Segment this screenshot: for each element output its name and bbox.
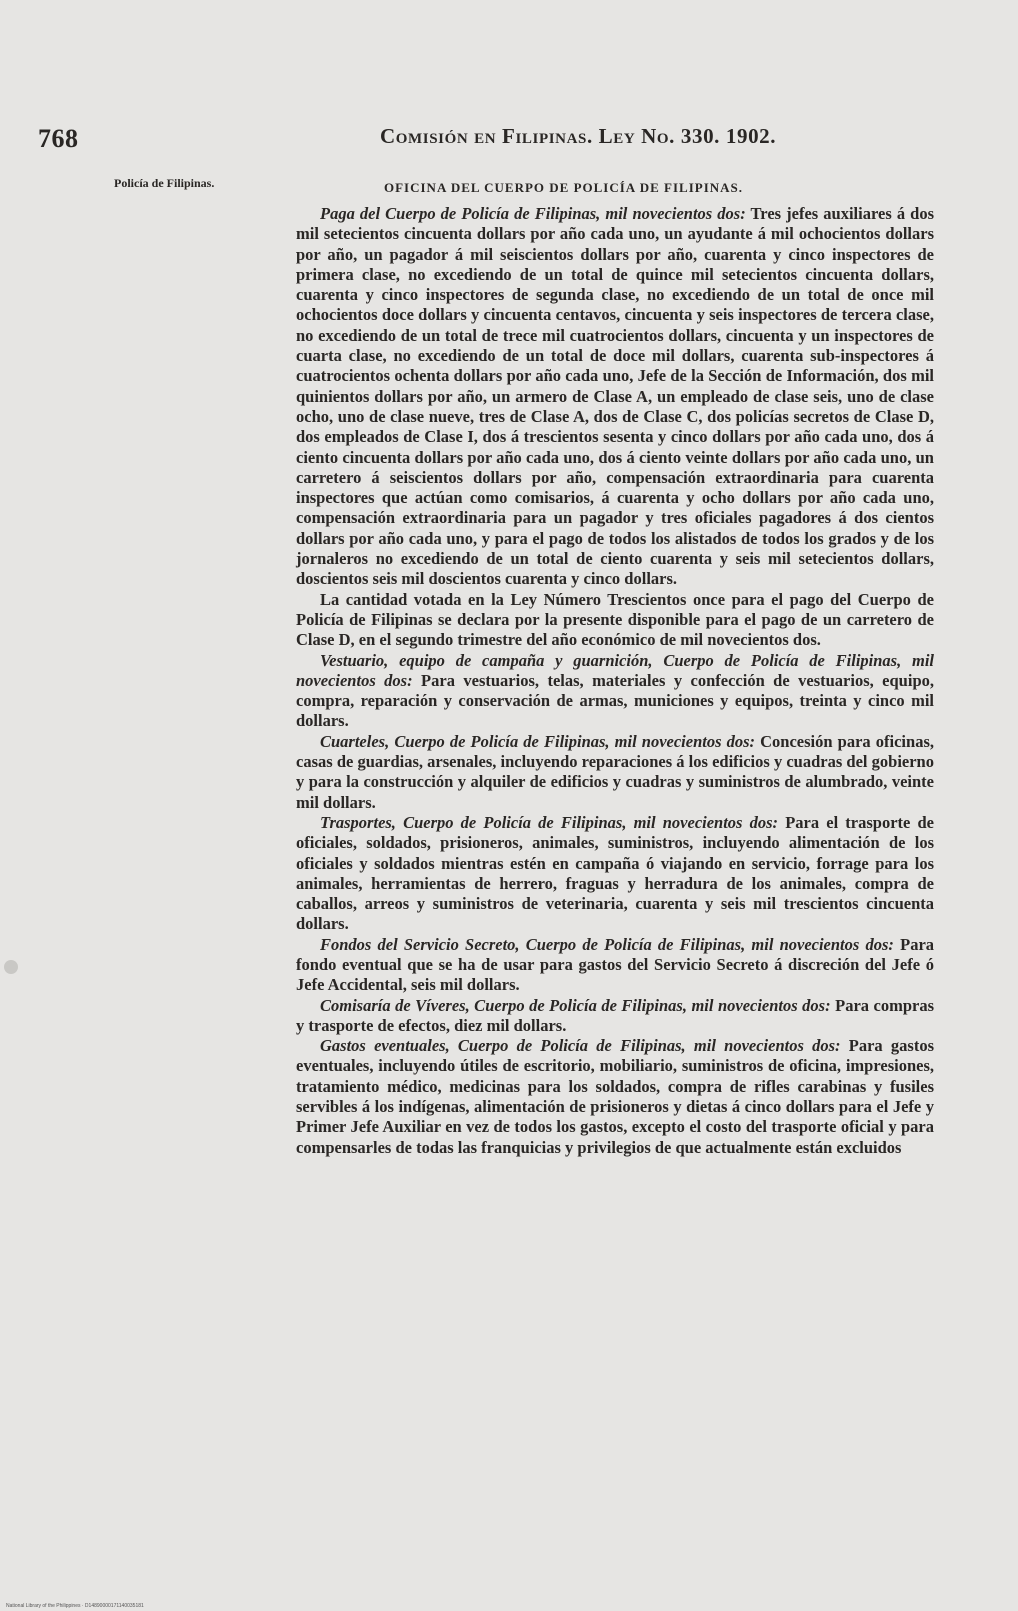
paragraph-carretero [296,590,934,651]
paragraph-text: La cantidad votada en la Ley Número Trescientos once para el pago del Cuerpo de Policía de Filipinas se declara por la presente disponible para el pago de un carretero de Clase D, en el segundo trimestre del año económico de mil novecientos dos. [296,589,934,650]
paragraph-vestuario [296,651,934,732]
body-text [296,204,934,1158]
scan-credit: National Library of the Philippines · D14890000171140035181 [6,1603,144,1609]
running-head: Comisión en Filipinas. Ley No. 330. 1902. [380,124,777,148]
paragraph-text: Para fondo eventual que se ha de usar para gastos del Servicio Secreto á discreción del Jefe ó Jefe Accidental, seis mil dollars. [296,934,935,995]
page-number: 768 [38,124,79,153]
paragraph-cuarteles [296,732,934,813]
paragraph-text: Para gastos eventuales, incluyendo útiles de escritorio, mobiliario, suministros de oficina, impresiones, tratamiento médico, medicinas para los soldados, compra de rifles carabinas y fusiles servibles á los indígenas, alimentación de prisioneros y dietas á cinco dollars para el Jefe y Primer Jefe Auxiliar en vez de todos los gastos, excepto el costo del trasporte oficial y para compensarles de todas las franquicias y privilegios de que actualmente están excluidos [296,1036,935,1157]
paragraph-heading: Cuarteles, Cuerpo de Policía de Filipinas, mil novecientos dos: [320,731,756,751]
paragraph-heading: Gastos eventuales, Cuerpo de Policía de Filipinas, mil novecientos dos: [320,1036,841,1056]
paragraph-trasportes [296,813,934,935]
paragraph-comisaria [296,996,934,1037]
paragraph-text: Concesión para oficinas, casas de guardias, arsenales, incluyendo reparaciones á los edificios y cuadras del gobierno y para la construcción y alquiler de edificios y cuadras y suministros de alumbrado, veinte mil dollars. [296,731,934,812]
paper-smudge [4,960,18,974]
paragraph-heading: Trasportes, Cuerpo de Policía de Filipinas, mil novecientos dos: [320,812,779,832]
margin-note: Policía de Filipinas. [114,176,215,190]
paragraph-heading: Vestuario, equipo de campaña y guarnición, Cuerpo de Policía de Filipinas, mil novecientos dos: [296,650,934,690]
paragraph-heading: Paga del Cuerpo de Policía de Filipinas, mil novecientos dos: [320,204,746,223]
paragraph-text: Para el trasporte de oficiales, soldados, prisioneros, animales, suministros, incluyendo alimentación de los oficiales y soldados mientras estén en campaña ó viajando en servicio, forrage para los animales, herramientas de herrero, fraguas y herradura de los animales, compra de caballos, arreos y suministros de veterinaria, cuarenta y seis mil trescientos cincuenta dollars. [296,812,935,934]
paragraph-heading: Comisaría de Víveres, Cuerpo de Policía de Filipinas, mil novecientos dos: [320,995,831,1015]
paragraph-heading: Fondos del Servicio Secreto, Cuerpo de Policía de Filipinas, mil novecientos dos: [320,934,894,954]
paragraph-text: Tres jefes auxiliares á dos mil setecientos cincuenta dollars por año cada uno, un ayudante á mil ochocientos dollars por año, un pagador á mil seiscientos dollars por año, cuarenta y cinco inspectores de primera clase, no excediendo de un total de quince mil setecientos cincuenta dollars, cuarenta y cinco inspectores de segunda clase, no excediendo de un total de once mil ochocientos doce dollars y cincuenta centavos, cincuenta y seis inspectores de tercera clase, no excediendo de un total de trece mil cuatrocientos dollars, cincuenta y un inspectores de cuarta clase, no excediendo de un total de doce mil dollars, cuarenta sub-inspectores á cuatrocientos ochenta dollars por año cada uno, Jefe de la Sección de Información, dos mil quinientos dollars por año, un armero de Clase A, un empleado de clase seis, uno de clase ocho, uno de clase nueve, tres de Clase A, dos de Clase C, dos policías secretos de Clase D, dos empleados de Clase I, dos á trescientos sesenta y cinco dollars por año cada uno, dos á ciento cincuenta dollars por año cada uno, dos á ciento veinte dollars por año cada uno, un carretero á seiscientos dollars por año, compensación extraordinaria para cuarenta inspectores que actúan como comisarios, á cuarenta y ocho dollars por año cada uno, compensación extraordinaria para un pagador y tres oficiales pagadores á dos cientos dollars por año cada uno, y para el pago de todos los alistados de todos los grados y de los jornaleros no excediendo de un total de ciento cuarenta y seis mil setecientos dollars, doscientos seis mil doscientos cuarenta y cinco dollars. [296,204,935,589]
paragraph-text: Para vestuarios, telas, materiales y confección de vestuarios, equipo, compra, reparación y conservación de armas, municiones y equipos, treinta y cinco mil dollars. [296,670,934,731]
paragraph-text: Para compras y trasporte de efectos, diez mil dollars. [296,995,934,1035]
section-title: OFICINA DEL CUERPO DE POLICÍA DE FILIPINAS. [384,180,744,195]
paragraph-gastos-eventuales [296,1036,934,1158]
paragraph-pay [296,204,934,590]
paragraph-servicio-secreto [296,935,934,996]
